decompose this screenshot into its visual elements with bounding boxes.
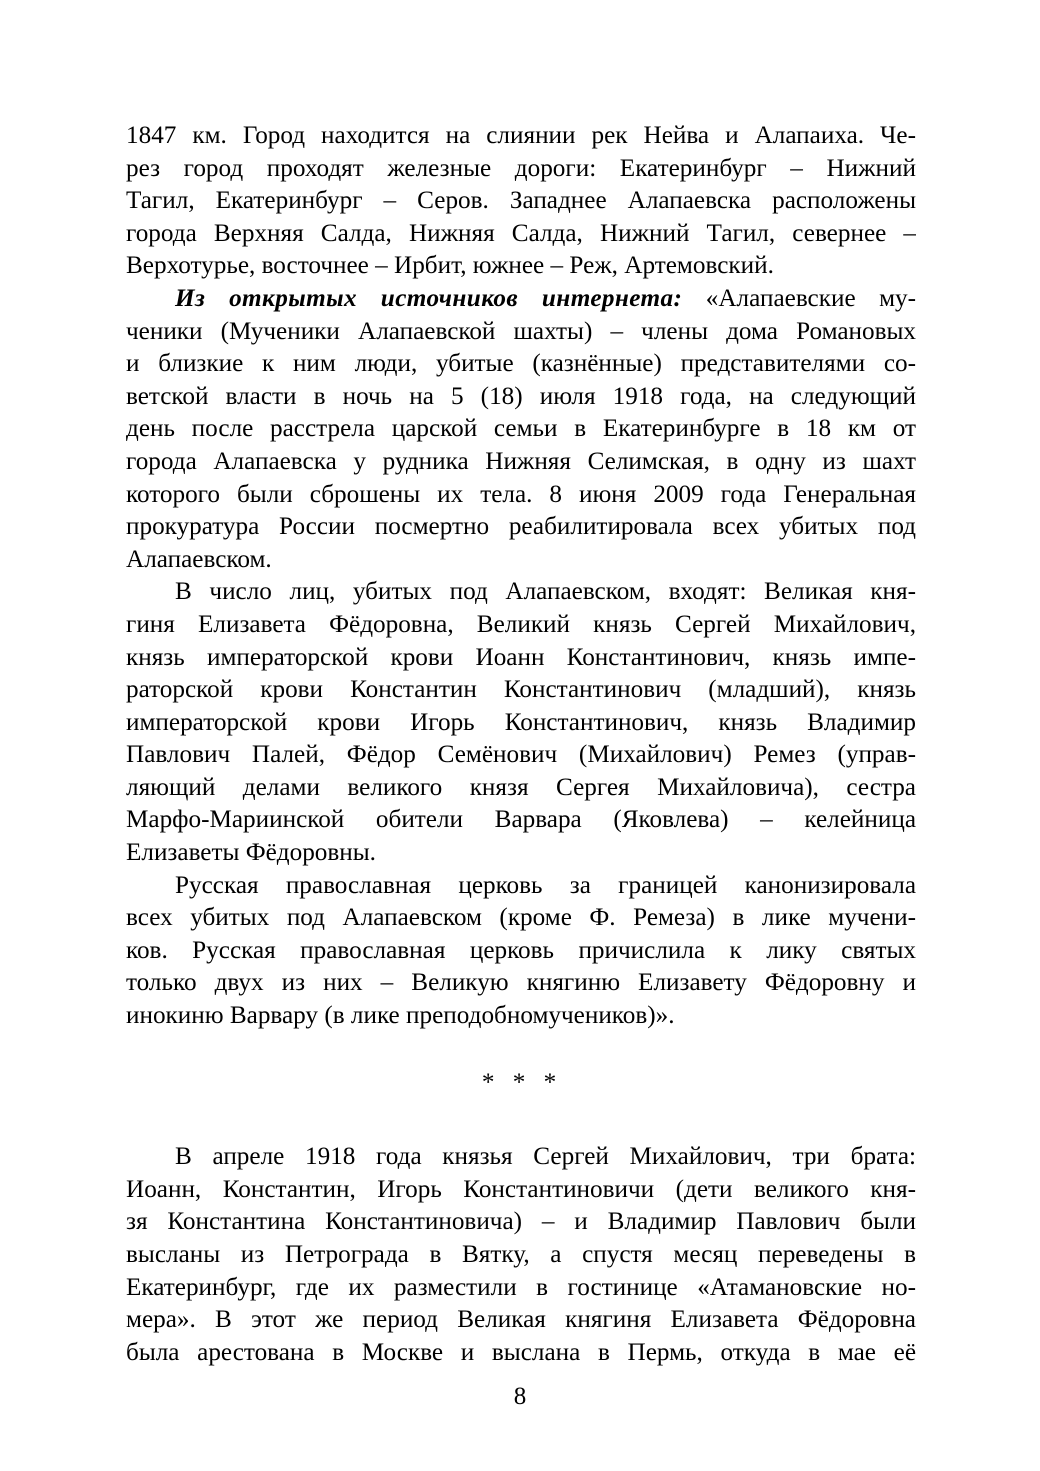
text-line: Екатеринбург, где их разместили в гостинице «Атамановские но-	[126, 1273, 916, 1301]
text-line: и близкие к ним люди, убитые (казнённые) представителями со-	[126, 350, 916, 378]
text-line: рез город проходят железные дороги: Екатеринбург – Нижний	[126, 154, 916, 182]
text-line: ченики (Мученики Алапаевской шахты) – члены дома Романовых	[126, 317, 916, 345]
text-line: императорской крови Игорь Константинович, князь Владимир	[126, 708, 916, 736]
text-line: была арестована в Москве и выслана в Пермь, откуда в мае её	[126, 1338, 916, 1366]
text-line: Павлович Палей, Фёдор Семёнович (Михайлович) Ремез (управ-	[126, 741, 916, 769]
text-line: зя Константина Константиновича) – и Владимир Павлович были	[126, 1208, 916, 1236]
text-line: В апреле 1918 года князья Сергей Михайлович, три брата:	[175, 1143, 916, 1171]
section-separator: * * *	[481, 1068, 563, 1096]
text-line: высланы из Петрограда в Вятку, а спустя месяц переведены в	[126, 1241, 916, 1268]
text-line: ляющий делами великого князя Сергея Михайловича), сестра	[126, 773, 916, 801]
page-text	[126, 120, 916, 1369]
text-line: мера». В этот же период Великая княгиня Елизавета Фёдоровна	[126, 1306, 916, 1334]
paragraph-april-1918	[126, 1141, 916, 1369]
text-line: Тагил, Екатеринбург – Серов. Западнее Алапаевска расположены	[126, 187, 916, 215]
paragraph-victims-list	[126, 576, 916, 869]
text-line: Алапаевском.	[126, 545, 272, 573]
text-line: Марфо-Мариинской обители Варвара (Яковлева) – келейница	[126, 806, 916, 834]
text-line: города Алапаевска у рудника Нижняя Селимская, в одну из шахт	[126, 447, 916, 475]
lead-phrase: Из открытых источников интернета:	[175, 284, 683, 312]
text-line-rest: «Алапаевские му-	[682, 284, 916, 312]
text-line: гиня Елизавета Фёдоровна, Великий князь Сергей Михайлович,	[126, 610, 916, 638]
text-line: всех убитых под Алапаевском (кроме Ф. Ремеза) в лике мучени-	[126, 904, 916, 932]
paragraph-geography	[126, 120, 916, 283]
text-line: которого были сброшены их тела. 8 июня 2009 года Генеральная	[126, 480, 916, 508]
text-line: только двух из них – Великую княгиню Елизавету Фёдоровну и	[126, 969, 916, 997]
text-line: ков. Русская православная церковь причислила к лику святых	[126, 936, 916, 964]
text-line: 1847 км. Город находится на слиянии рек Нейва и Алапаиха. Че-	[126, 122, 916, 149]
page-number: 8	[513, 1383, 527, 1410]
paragraph-internet-sources	[126, 283, 916, 576]
text-line: В число лиц, убитых под Алапаевском, входят: Великая кня-	[175, 578, 916, 606]
text-line: Верхотурье, восточнее – Ирбит, южнее – Реж, Артемовский.	[126, 252, 774, 280]
text-line: прокуратура России посмертно реабилитировала всех убитых под	[126, 513, 916, 541]
text-line: князь императорской крови Иоанн Константинович, князь импе-	[126, 643, 916, 671]
text-line: день после расстрела царской семьи в Екатеринбурге в 18 км от	[126, 415, 916, 443]
text-line: ветской власти в ночь на 5 (18) июля 1918 года, на следующий	[126, 382, 916, 410]
text-line: раторской крови Константин Константинович (младший), князь	[126, 676, 916, 704]
text-line: Русская православная церковь за границей канонизировала	[175, 871, 916, 899]
text-line: города Верхняя Салда, Нижняя Салда, Нижний Тагил, севернее –	[126, 219, 916, 247]
text-line-with-lead	[126, 283, 916, 316]
text-line: Елизаветы Фёдоровны.	[126, 839, 376, 867]
paragraph-canonization	[126, 870, 916, 1033]
text-line: Иоанн, Константин, Игорь Константиновичи (дети великого кня-	[126, 1175, 916, 1203]
text-line: инокиню Варвару (в лике преподобномучеников)».	[126, 1002, 675, 1030]
